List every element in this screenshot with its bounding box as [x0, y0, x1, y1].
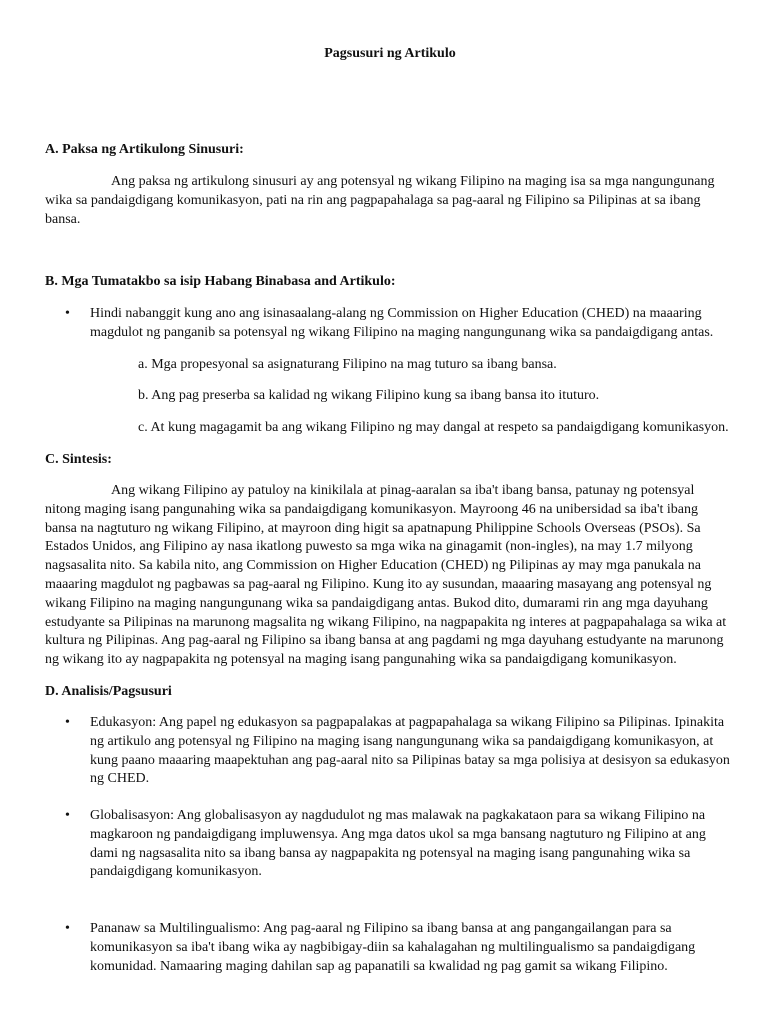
bullet-icon: •	[65, 715, 70, 730]
bullet-text: Globalisasyon: Ang globalisasyon ay nagdudulot ng mas malawak na pagkakataon para sa wikang Filipino na magkaroon ng pandaigdigang impluwensya. Ang mga datos ukol sa mga bansang nagtuturo ng Filipino at ang dami ng nagsasalita nito sa ibang bansa ay nagpapakita ng potensyal na maging isang pangunahing wika sa pandaigdigang komunikasyon.	[90, 808, 706, 880]
document-title: Pagsusuri ng Artikulo	[324, 46, 456, 61]
section-d-bullet-1	[45, 714, 735, 789]
section-a-paragraph: Ang paksa ng artikulong sinusuri ay ang potensyal ng wikang Filipino na maging isa sa mga nangungunang wika sa pandaigdigang komunikasyon, pati na rin ang pagpapahalaga sa pag-aaral ng Filipino sa Pilipinas at sa ibang bansa.	[45, 174, 715, 227]
sub-item-c: c. At kung magagamit ba ang wikang Filipino ng may dangal at respeto sa pandaigdigang komunikasyon.	[138, 420, 729, 435]
section-b-heading: B. Mga Tumatakbo sa isip Habang Binabasa and Artikulo:	[45, 274, 396, 289]
section-d-bullet-2	[45, 807, 735, 882]
bullet-text: Hindi nabanggit kung ano ang isinasaalang-alang ng Commission on Higher Education (CHED) na maaaring magdulot ng panganib sa potensyal ng wikang Filipino na maging nangungunang wika sa pandaigdigang antas.	[90, 306, 714, 340]
bullet-icon: •	[65, 306, 70, 321]
bullet-icon: •	[65, 921, 70, 936]
sub-item-b: b. Ang pag preserba sa kalidad ng wikang Filipino kung sa ibang bansa ito ituturo.	[138, 388, 600, 403]
sub-item-a: a. Mga propesyonal sa asignaturang Filipino na mag tuturo sa ibang bansa.	[138, 357, 557, 372]
section-c-heading: C. Sintesis:	[45, 452, 112, 467]
section-d-bullet-3	[45, 920, 735, 976]
section-d-heading: D. Analisis/Pagsusuri	[45, 684, 172, 699]
section-c-paragraph: Ang wikang Filipino ay patuloy na kinikilala at pinag-aaralan sa iba't ibang bansa, patunay ng potensyal nitong maging isang pangunahing wika sa pandaigdigang komunikasyon. Mayroong 46 na unibersidad sa iba't ibang bansa na nagtuturo ng wikang Filipino, at mayroon ding higit sa apatnapung Philippine Schools Overseas (PSOs). Sa Estados Unidos, ang Filipino ay nasa ikatlong puwesto sa mga wika na ginagamit (non-ingles), na may 1.7 milyong nagsasalita nito. Sa kabila nito, ang Commission on Higher Education (CHED) ng Pilipinas ay may mga panukala na maaaring magdulot ng pagbawas sa pag-aaral ng Filipino. Kung ito ay susundan, maaaring masayang ang potensyal ng wikang Filipino na maging nangungunang wika sa pandaigdigang antas. Bukod dito, dumarami rin ang mga dayuhang estudyante sa Pilipinas na marunong magsalita ng wikang Filipino, na nagpapakita ng interes at pagpapahalaga sa wika at kultura ng Pilipinas. Ang pag-aaral ng Filipino sa ibang bansa at ang pagdami ng mga dayuhang estudyante na marunong ng wikang ito ay nagpapakita ng potensyal na maging isang pangunahing wika sa pandaigdigang komunikasyon.	[45, 483, 727, 668]
section-a-heading: A. Paksa ng Artikulong Sinusuri:	[45, 142, 244, 157]
bullet-icon: •	[65, 808, 70, 823]
section-b-bullet	[45, 305, 735, 343]
bullet-text: Edukasyon: Ang papel ng edukasyon sa pagpapalakas at pagpapahalaga sa wikang Filipino sa Pilipinas. Ipinakita ng artikulo ang potensyal ng Filipino na maging isang nangungunang wika sa pandaigdigang komunikasyon, at kung paano maaaring maapektuhan ang pag-aaral nito sa Pilipinas batay sa mga polisiya at desisyon sa edukasyon ng CHED.	[90, 715, 730, 787]
bullet-text: Pananaw sa Multilingualismo: Ang pag-aaral ng Filipino sa ibang bansa at ang pangangailangan para sa komunikasyon sa iba't ibang wika ay nagbibigay-diin sa kahalagahan ng multilingualismo sa pandaigdigang komunidad. Namaaring maging dahilan sap ag papanatili sa kwalidad ng pag gamit sa wikang Filipino.	[90, 921, 696, 974]
